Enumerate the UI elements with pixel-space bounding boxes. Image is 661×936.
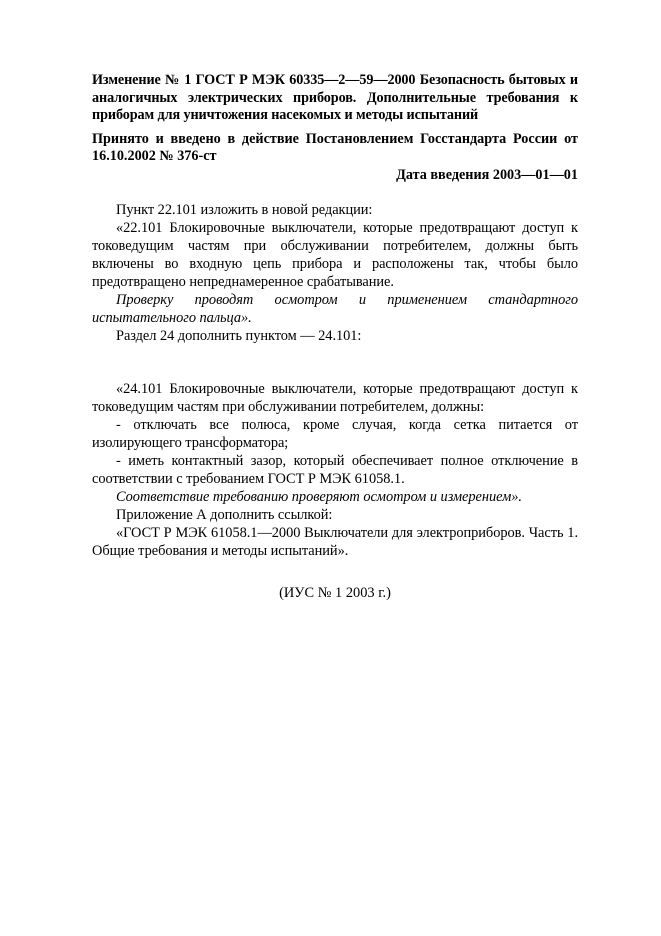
effective-date: Дата введения 2003—01—01: [396, 166, 578, 183]
paragraph-item-24-101-check: Соответствие требованию проверяют осмотром и измерением».: [116, 489, 522, 505]
document-page: [92, 72, 578, 602]
paragraph-item-22-101-check: Проверку проводят осмотром и применением стандартного испытательного пальца».: [92, 292, 578, 326]
paragraph-requirement-gap: - иметь контактный зазор, который обеспечивает полное отключение в соответствии с требованием ГОСТ Р МЭК 61058.1.: [92, 453, 578, 487]
paragraph-annex-a-intro: Приложение А дополнить ссылкой:: [116, 507, 333, 523]
paragraph-section-24-intro: Раздел 24 дополнить пунктом — 24.101:: [116, 328, 362, 344]
adoption-statement: Принято и введено в действие Постановлением Госстандарта России от 16.10.2002 № 376-ст: [92, 130, 578, 164]
source-note: (ИУС № 1 2003 г.): [279, 585, 391, 601]
paragraph-item-22-101-text: «22.101 Блокировочные выключатели, которые предотвращают доступ к токоведущим частям при обслуживании потребителем, должны быть включены во входную цепь прибора и расположены так, чтобы было предотвращено непреднамеренное срабатывание.: [92, 220, 578, 290]
paragraph-item-22-101-intro: Пункт 22.101 изложить в новой редакции:: [116, 202, 373, 218]
paragraph-item-24-101-text: «24.101 Блокировочные выключатели, которые предотвращают доступ к токоведущим частям при обслуживании потребителем, должны:: [92, 381, 578, 415]
document-title: Изменение № 1 ГОСТ Р МЭК 60335—2—59—2000 Безопасность бытовых и аналогичных электрических приборов. Дополнительные требования к приборам для уничтожения насекомых и методы испытаний: [92, 72, 578, 123]
paragraph-annex-a-reference: «ГОСТ Р МЭК 61058.1—2000 Выключатели для электроприборов. Часть 1. Общие требования и методы испытаний».: [92, 525, 578, 559]
paragraph-requirement-poles: - отключать все полюса, кроме случая, когда сетка питается от изолирующего трансформатора;: [92, 417, 578, 451]
document-body: [92, 201, 578, 560]
spacer: [92, 345, 578, 380]
